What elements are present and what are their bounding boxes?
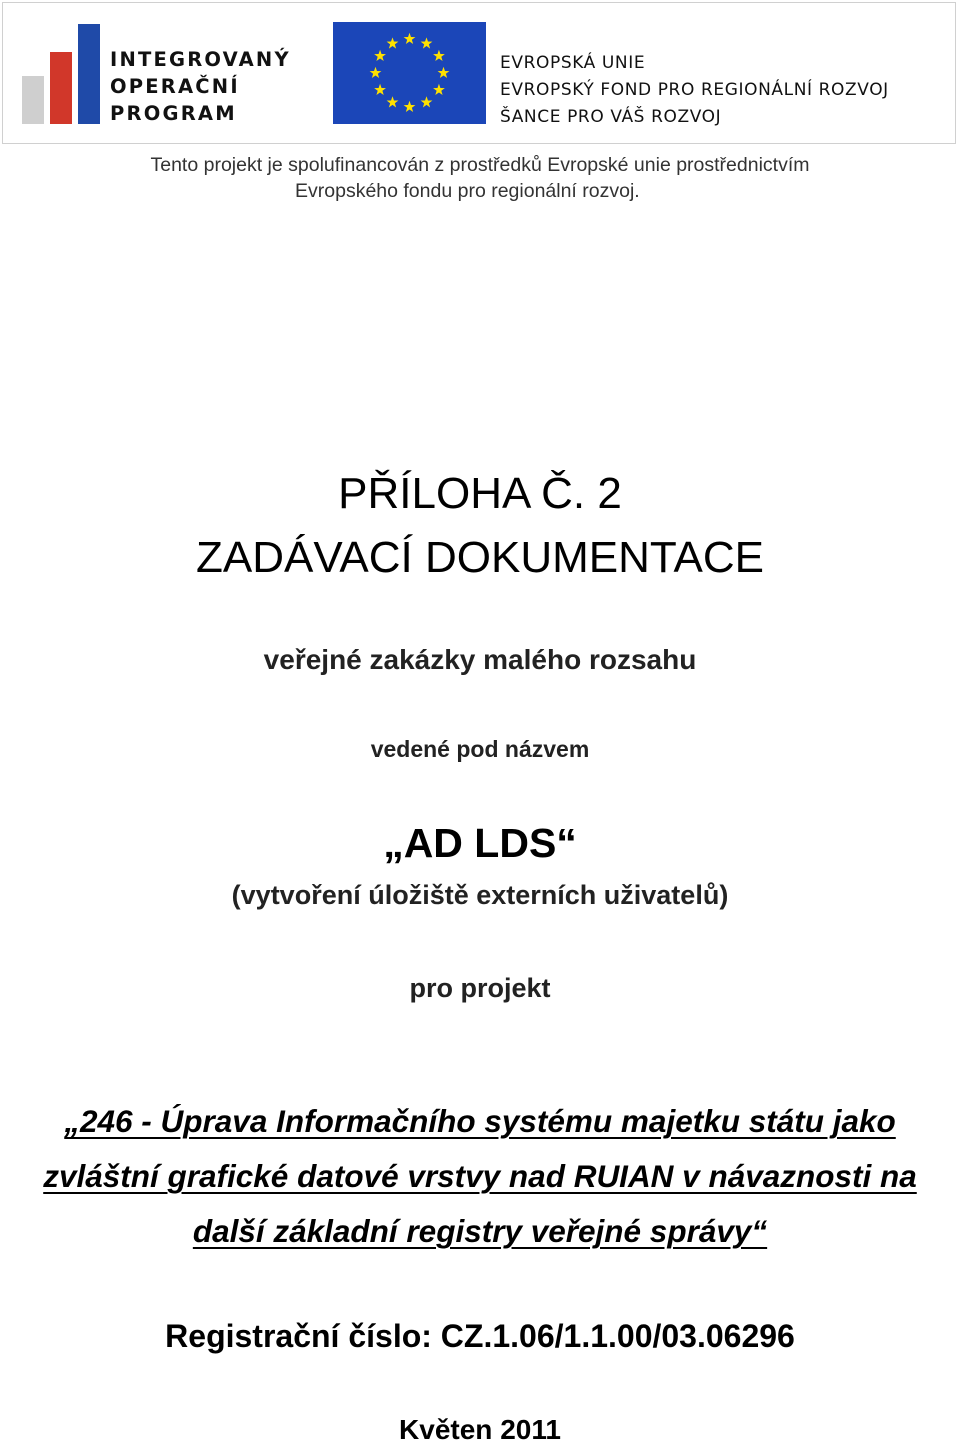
- eu-line-2: EVROPSKÝ FOND PRO REGIONÁLNÍ ROZVOJ: [500, 80, 889, 100]
- annex-title: PŘÍLOHA Č. 2: [338, 469, 622, 518]
- cofinancing-note: [0, 152, 960, 204]
- eu-logo-text: [500, 50, 889, 131]
- iop-logo: [22, 22, 292, 132]
- eu-line-3: ŠANCE PRO VÁŠ ROZVOJ: [500, 107, 722, 127]
- project-title-line-3: další základní registry veřejné správy“: [192, 1213, 768, 1249]
- contract-name: „AD LDS“: [383, 820, 577, 866]
- project-title: [0, 1094, 960, 1259]
- iop-bar-red: [50, 52, 72, 124]
- project-title-line-1: „246 - Úprava Informačního systému majetku státu jako: [64, 1103, 896, 1139]
- iop-line-2: OPERAČNÍ: [110, 75, 240, 98]
- iop-bar-gray: [22, 76, 44, 124]
- contract-description: [0, 877, 960, 913]
- iop-line-1: INTEGROVANÝ: [110, 48, 291, 71]
- iop-line-3: PROGRAM: [110, 102, 237, 125]
- cofinancing-line-2: Evropského fondu pro regionální rozvoj.: [295, 180, 640, 202]
- named-as-label: vedené pod názvem: [370, 736, 590, 762]
- for-project-label: pro projekt: [409, 973, 551, 1003]
- cofinancing-line-1: Tento projekt je spolufinancován z prostředků Evropské unie prostřednictvím: [150, 154, 810, 176]
- document-subtitle: veřejné zakázky malého rozsahu: [263, 644, 697, 675]
- iop-bar-blue: [78, 24, 100, 124]
- document-title: ZADÁVACÍ DOKUMENTACE: [196, 533, 764, 582]
- iop-logo-text: [110, 46, 291, 127]
- document-date: Květen 2011: [399, 1414, 561, 1445]
- eu-flag-icon: [333, 22, 486, 124]
- registration-number: Registrační číslo: CZ.1.06/1.1.00/03.06296: [165, 1318, 795, 1354]
- project-title-line-2: zvláštní grafické datové vrstvy nad RUIAN v návaznosti na: [43, 1158, 917, 1194]
- contract-description-close: ): [719, 880, 729, 910]
- eu-line-1: EVROPSKÁ UNIE: [500, 53, 646, 73]
- contract-description-text: (vytvoření úložiště externích uživatelů: [231, 880, 720, 910]
